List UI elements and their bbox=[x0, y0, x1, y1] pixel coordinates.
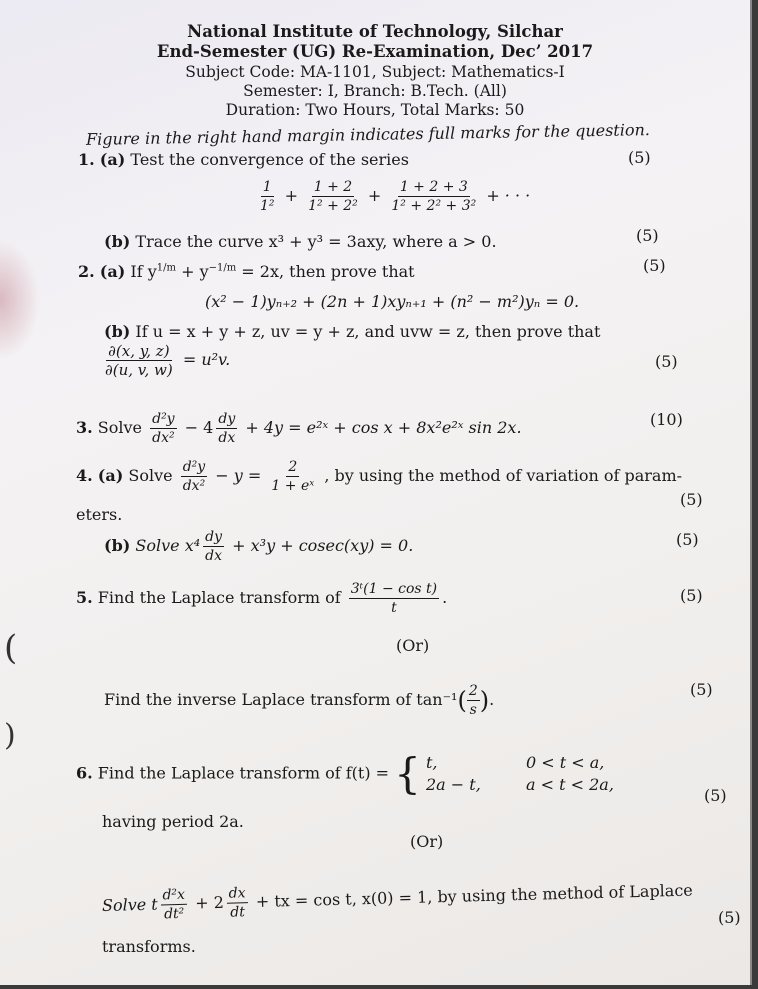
paper-shadow bbox=[0, 240, 40, 360]
q1a-text: Test the convergence of the series bbox=[130, 150, 409, 169]
q-number: 1. bbox=[78, 150, 95, 169]
q5: 5. Find the Laplace transform of $\frac{\text{3ᵗ(1 − cos t)}}{t}$ . bbox=[76, 581, 448, 616]
fraction: $\frac{\text{d²y}}{\text{dx²}}$ bbox=[152, 411, 175, 446]
part-label: (a) bbox=[99, 150, 126, 169]
q2b-marks: (5) bbox=[655, 352, 678, 371]
fraction: $\frac{dy}{dx}$ bbox=[218, 411, 236, 446]
q5-alt: Find the inverse Laplace transform of tan⁻¹( $\frac{2}{s}$ ). bbox=[104, 683, 495, 718]
q1b-marks: (5) bbox=[636, 226, 659, 245]
q6: 6. Find the Laplace transform of f(t) = { t, 0 < t < a, 2a − t, a < t < 2a, bbox=[76, 749, 614, 798]
q6-cont: having period 2a. bbox=[102, 812, 244, 831]
fraction: $\frac{1 + 2}{\text{1² + 2²}}$ bbox=[308, 179, 358, 214]
fraction: $\frac{2}{s}$ bbox=[468, 683, 478, 718]
q3: 3. Solve $\frac{\text{d²y}}{\text{dx²}}$ − 4 $\frac{dy}{dx}$ + 4y = e²ˣ + cos x + 8x²e²ˣ sin 2x. bbox=[76, 411, 522, 446]
or-separator: (Or) bbox=[396, 636, 430, 655]
q2b-jacobian: $\frac{\partial(x, y, z)}{\partial(u, v, w)}$ = u²v. bbox=[105, 342, 231, 379]
fraction: $\frac{dx}{dt}$ bbox=[226, 884, 248, 922]
pen-mark: ( bbox=[4, 628, 18, 668]
q5-alt-marks: (5) bbox=[690, 680, 713, 699]
q6-alt-cont: transforms. bbox=[102, 937, 196, 956]
q6-alt-marks: (5) bbox=[718, 908, 741, 927]
duration-line: Duration: Two Hours, Total Marks: 50 bbox=[225, 101, 525, 119]
q2a-equation: (x² − 1)yₙ₊₂ + (2n + 1)xyₙ₊₁ + (n² − m²)yₙ = 0. bbox=[205, 292, 580, 311]
q4b-marks: (5) bbox=[676, 530, 699, 549]
fraction: $\frac{1}{\text{1²}}$ bbox=[260, 179, 275, 214]
fraction: $\frac{dy}{dx}$ bbox=[205, 529, 223, 564]
fraction: $\frac{\text{d²x}}{\text{dt²}}$ bbox=[160, 886, 187, 924]
subject-line: Subject Code: MA-1101, Subject: Mathematics-I bbox=[185, 63, 565, 81]
q1b: (b) Trace the curve x³ + y³ = 3axy, where a > 0. bbox=[104, 232, 497, 251]
fraction: $\frac{1 + 2 + 3}{\text{1² + 2² + 3²}}$ bbox=[391, 179, 477, 214]
q2a-marks: (5) bbox=[643, 256, 666, 275]
q4b: (b) Solve x⁴ $\frac{dy}{dx}$ + x³y + cosec(xy) = 0. bbox=[104, 529, 414, 564]
institute-name: National Institute of Technology, Silchar bbox=[187, 22, 563, 41]
q1a-marks: (5) bbox=[628, 148, 651, 167]
fraction: $\frac{\text{d²y}}{\text{dx²}}$ bbox=[182, 459, 206, 494]
q3-marks: (10) bbox=[650, 410, 683, 429]
exam-title: End-Semester (UG) Re-Examination, Dec’ 2017 bbox=[156, 42, 594, 61]
semester-line: Semester: I, Branch: B.Tech. (All) bbox=[243, 82, 507, 100]
q5-marks: (5) bbox=[680, 586, 703, 605]
or-separator: (Or) bbox=[410, 832, 444, 851]
q1a bbox=[78, 150, 409, 169]
q2b: (b) If u = x + y + z, uv = y + z, and uvw = z, then prove that bbox=[104, 322, 601, 341]
q4a-cont: eters. bbox=[76, 505, 123, 524]
q6-alt: Solve t $\frac{\text{d²x}}{\text{dt²}}$ + 2 $\frac{dx}{dt}$ + tx = cos t, x(0) = 1, by using the method of Laplace bbox=[101, 880, 693, 923]
q6-marks: (5) bbox=[704, 786, 727, 805]
instruction: Figure in the right hand margin indicates full marks for the question. bbox=[85, 120, 651, 149]
fraction: $\frac{\text{3ᵗ(1 − cos t)}}{t}$ bbox=[350, 581, 438, 616]
q1a-series: $\frac{1}{\text{1²}}$ + $\frac{1 + 2}{\text{1² + 2²}}$ + $\frac{1 + 2 + 3}{\text{1² + 2² + 3²}}$ + · · · bbox=[260, 179, 531, 214]
q4a-marks: (5) bbox=[680, 490, 703, 509]
fraction: $\frac{\partial(x, y, z)}{\partial(u, v, w)}$ bbox=[105, 342, 173, 379]
pen-mark: ) bbox=[4, 718, 16, 753]
q4a: 4. (a) Solve $\frac{\text{d²y}}{\text{dx²}}$ − y = $\frac{2}{\text{1 + eˣ}}$ , by using the method of variation of param- bbox=[76, 459, 683, 494]
fraction: $\frac{2}{\text{1 + eˣ}}$ bbox=[271, 459, 315, 494]
q2a: 2. (a) If $y^{1/m} + y^{-1/m} = 2x$, then prove that bbox=[78, 262, 415, 281]
piecewise-cases: t, 0 < t < a, 2a − t, a < t < 2a, bbox=[426, 753, 614, 794]
